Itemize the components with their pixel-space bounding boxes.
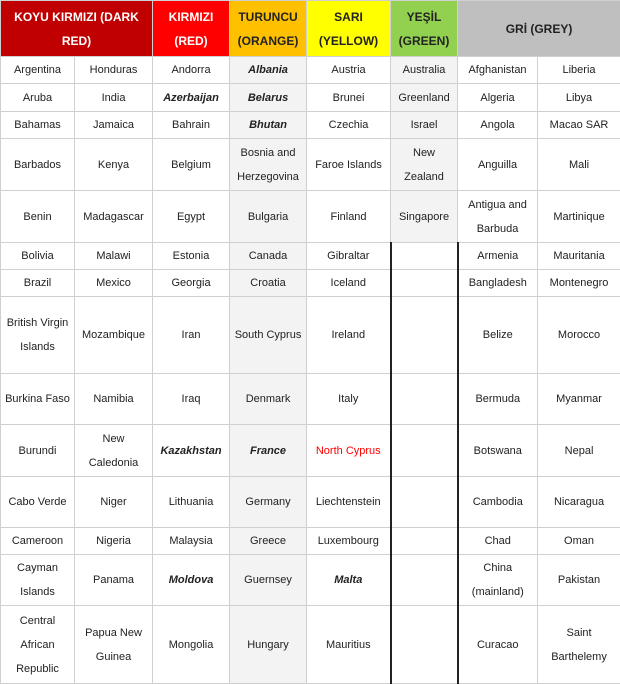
dark-red-cell: Barbados xyxy=(1,139,75,191)
empty-cell xyxy=(391,374,458,425)
grey-cell: Montenegro xyxy=(538,270,620,297)
yellow-cell: Italy xyxy=(307,374,391,425)
table-row xyxy=(1,243,620,270)
header-dark-red: KOYU KIRMIZI (DARK RED) xyxy=(1,1,153,57)
yellow-cell: Malta xyxy=(307,555,391,606)
dark-red-cell: Benin xyxy=(1,191,75,243)
grey-cell: Chad xyxy=(458,528,538,555)
header-green: YEŞİL (GREEN) xyxy=(391,1,458,57)
yellow-cell: Gibraltar xyxy=(307,243,391,270)
table-row xyxy=(1,477,620,528)
grey-cell: Pakistan xyxy=(538,555,620,606)
green-cell: Singapore xyxy=(391,191,458,243)
orange-cell: Hungary xyxy=(230,606,307,684)
red-cell: Azerbaijan xyxy=(153,84,230,112)
empty-cell xyxy=(391,270,458,297)
red-cell: Andorra xyxy=(153,57,230,84)
grey-cell: China (mainland) xyxy=(458,555,538,606)
yellow-cell: Finland xyxy=(307,191,391,243)
header-red: KIRMIZI (RED) xyxy=(153,1,230,57)
red-cell: Malaysia xyxy=(153,528,230,555)
grey-cell: Armenia xyxy=(458,243,538,270)
red-cell: Egypt xyxy=(153,191,230,243)
red-cell: Belgium xyxy=(153,139,230,191)
orange-cell: Bulgaria xyxy=(230,191,307,243)
dark-red-cell: Panama xyxy=(75,555,153,606)
orange-cell: Croatia xyxy=(230,270,307,297)
green-cell: Australia xyxy=(391,57,458,84)
empty-cell xyxy=(391,477,458,528)
grey-cell: Angola xyxy=(458,112,538,139)
red-cell: Moldova xyxy=(153,555,230,606)
dark-red-cell: Argentina xyxy=(1,57,75,84)
yellow-cell: Liechtenstein xyxy=(307,477,391,528)
yellow-cell: Iceland xyxy=(307,270,391,297)
grey-cell: Mali xyxy=(538,139,620,191)
empty-cell xyxy=(391,555,458,606)
dark-red-cell: Kenya xyxy=(75,139,153,191)
orange-cell: South Cyprus xyxy=(230,297,307,374)
table-row xyxy=(1,112,620,139)
yellow-cell: Faroe Islands xyxy=(307,139,391,191)
orange-cell: Germany xyxy=(230,477,307,528)
grey-cell: Antigua and Barbuda xyxy=(458,191,538,243)
dark-red-cell: Aruba xyxy=(1,84,75,112)
red-cell: Lithuania xyxy=(153,477,230,528)
dark-red-cell: Burkina Faso xyxy=(1,374,75,425)
grey-cell: Curacao xyxy=(458,606,538,684)
yellow-cell: Brunei xyxy=(307,84,391,112)
orange-cell: Denmark xyxy=(230,374,307,425)
orange-cell: Bosnia and Herzegovina xyxy=(230,139,307,191)
dark-red-cell: Cameroon xyxy=(1,528,75,555)
grey-cell: Nicaragua xyxy=(538,477,620,528)
table-row xyxy=(1,84,620,112)
empty-cell xyxy=(391,297,458,374)
orange-cell: Belarus xyxy=(230,84,307,112)
dark-red-cell: Jamaica xyxy=(75,112,153,139)
green-cell: New Zealand xyxy=(391,139,458,191)
table-row xyxy=(1,270,620,297)
grey-cell: Morocco xyxy=(538,297,620,374)
dark-red-cell: Madagascar xyxy=(75,191,153,243)
dark-red-cell: Burundi xyxy=(1,425,75,477)
dark-red-cell: Niger xyxy=(75,477,153,528)
green-cell: Israel xyxy=(391,112,458,139)
table-row xyxy=(1,191,620,243)
header-grey: GRİ (GREY) xyxy=(458,1,620,57)
empty-cell xyxy=(391,606,458,684)
yellow-cell: Luxembourg xyxy=(307,528,391,555)
table-row xyxy=(1,57,620,84)
table-row xyxy=(1,555,620,606)
yellow-cell: Mauritius xyxy=(307,606,391,684)
grey-cell: Algeria xyxy=(458,84,538,112)
grey-cell: Liberia xyxy=(538,57,620,84)
red-cell: Georgia xyxy=(153,270,230,297)
dark-red-cell: Mexico xyxy=(75,270,153,297)
header-row xyxy=(1,1,620,57)
yellow-cell: Ireland xyxy=(307,297,391,374)
grey-cell: Botswana xyxy=(458,425,538,477)
grey-cell: Nepal xyxy=(538,425,620,477)
header-yellow: SARI (YELLOW) xyxy=(307,1,391,57)
grey-cell: Oman xyxy=(538,528,620,555)
grey-cell: Martinique xyxy=(538,191,620,243)
grey-cell: Bangladesh xyxy=(458,270,538,297)
yellow-cell: Austria xyxy=(307,57,391,84)
table-row xyxy=(1,528,620,555)
dark-red-cell: Bahamas xyxy=(1,112,75,139)
dark-red-cell: Cabo Verde xyxy=(1,477,75,528)
grey-cell: Bermuda xyxy=(458,374,538,425)
dark-red-cell: Brazil xyxy=(1,270,75,297)
grey-cell: Afghanistan xyxy=(458,57,538,84)
dark-red-cell: Cayman Islands xyxy=(1,555,75,606)
orange-cell: Canada xyxy=(230,243,307,270)
dark-red-cell: Malawi xyxy=(75,243,153,270)
dark-red-cell: Papua New Guinea xyxy=(75,606,153,684)
orange-cell: France xyxy=(230,425,307,477)
grey-cell: Saint Barthelemy xyxy=(538,606,620,684)
table-row xyxy=(1,374,620,425)
orange-cell: Guernsey xyxy=(230,555,307,606)
red-cell: Mongolia xyxy=(153,606,230,684)
dark-red-cell: New Caledonia xyxy=(75,425,153,477)
dark-red-cell: Mozambique xyxy=(75,297,153,374)
table-row xyxy=(1,425,620,477)
grey-cell: Belize xyxy=(458,297,538,374)
dark-red-cell: Nigeria xyxy=(75,528,153,555)
red-cell: Iraq xyxy=(153,374,230,425)
table-row xyxy=(1,139,620,191)
green-cell: Greenland xyxy=(391,84,458,112)
empty-cell xyxy=(391,425,458,477)
red-cell: Iran xyxy=(153,297,230,374)
table-row xyxy=(1,297,620,374)
grey-cell: Cambodia xyxy=(458,477,538,528)
yellow-cell-highlighted: North Cyprus xyxy=(307,425,391,477)
red-cell: Estonia xyxy=(153,243,230,270)
dark-red-cell: Honduras xyxy=(75,57,153,84)
grey-cell: Mauritania xyxy=(538,243,620,270)
orange-cell: Greece xyxy=(230,528,307,555)
dark-red-cell: Central African Republic xyxy=(1,606,75,684)
dark-red-cell: British Virgin Islands xyxy=(1,297,75,374)
orange-cell: Bhutan xyxy=(230,112,307,139)
table-row xyxy=(1,606,620,684)
grey-cell: Anguilla xyxy=(458,139,538,191)
dark-red-cell: Namibia xyxy=(75,374,153,425)
grey-cell: Libya xyxy=(538,84,620,112)
empty-cell xyxy=(391,528,458,555)
dark-red-cell: Bolivia xyxy=(1,243,75,270)
orange-cell: Albania xyxy=(230,57,307,84)
grey-cell: Myanmar xyxy=(538,374,620,425)
dark-red-cell: India xyxy=(75,84,153,112)
empty-cell xyxy=(391,243,458,270)
yellow-cell: Czechia xyxy=(307,112,391,139)
red-cell: Bahrain xyxy=(153,112,230,139)
red-cell: Kazakhstan xyxy=(153,425,230,477)
header-orange: TURUNCU (ORANGE) xyxy=(230,1,307,57)
grey-cell: Macao SAR xyxy=(538,112,620,139)
